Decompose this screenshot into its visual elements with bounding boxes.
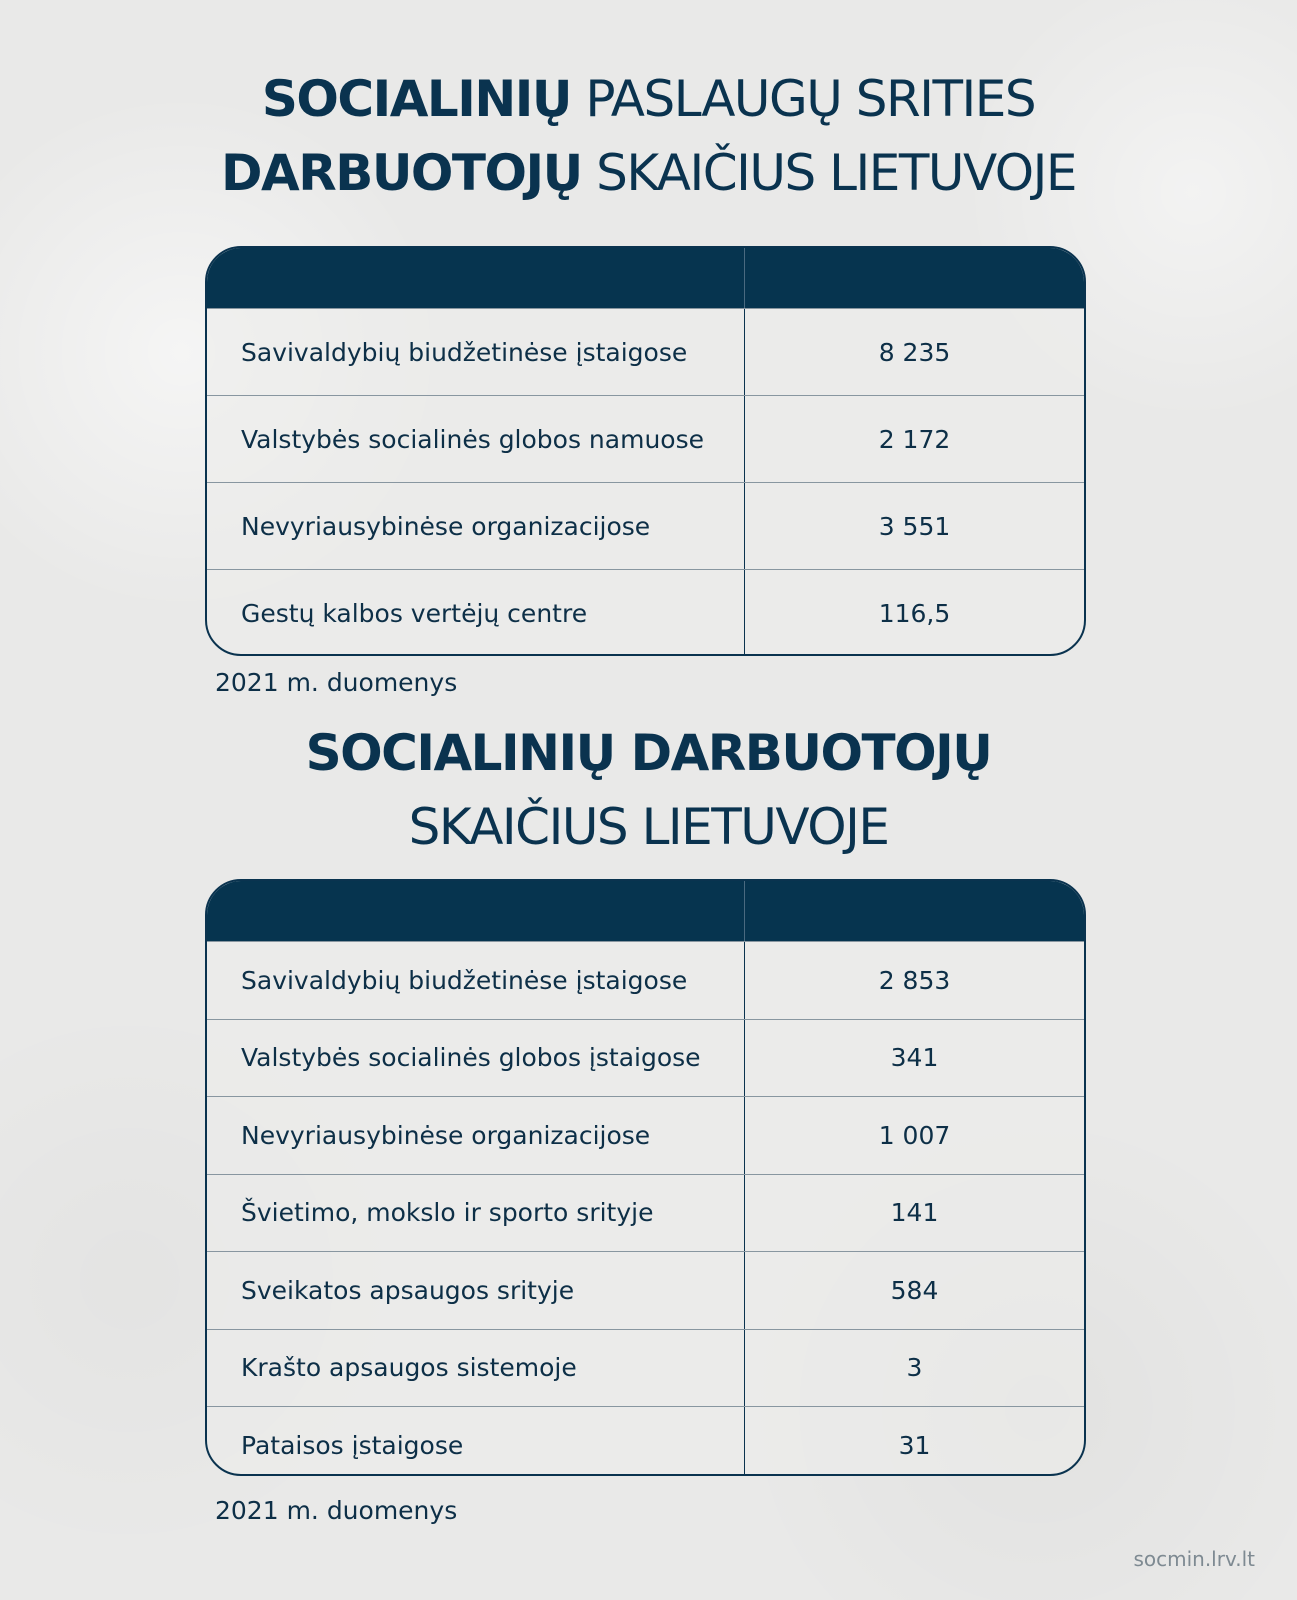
section1-title-line1: [0, 62, 1297, 136]
row-value: 116,5: [744, 570, 1084, 656]
section2-table: [205, 879, 1086, 1476]
section2-note: 2021 m. duomenys: [215, 1496, 458, 1525]
row-label: Pataisos įstaigose: [241, 1430, 464, 1460]
header-divider: [744, 248, 745, 308]
row-label: Nevyriausybinėse organizacijose: [241, 1120, 651, 1150]
row-value: 31: [744, 1407, 1084, 1476]
row-value: 3 551: [744, 483, 1084, 569]
table-row: [207, 1019, 1084, 1097]
section1-title-line1-bold: SOCIALINIŲ: [261, 70, 571, 128]
table-row: [207, 569, 1084, 656]
row-label: Krašto apsaugos sistemoje: [241, 1353, 577, 1383]
table-row: [207, 941, 1084, 1019]
row-value: 341: [744, 1020, 1084, 1097]
row-label: Sveikatos apsaugos srityje: [241, 1275, 575, 1305]
row-value: 141: [744, 1175, 1084, 1252]
site-link[interactable]: socmin.lrv.lt: [1133, 1547, 1255, 1571]
row-value: 3: [744, 1330, 1084, 1407]
row-label: Nevyriausybinėse organizacijose: [241, 511, 651, 541]
section1-title-line2: [0, 136, 1297, 210]
table-row: [207, 1096, 1084, 1174]
table-row: [207, 1329, 1084, 1407]
table-row: [207, 1251, 1084, 1329]
section1-title-line2-light: SKAIČIUS LIETUVOJE: [581, 144, 1076, 202]
table-row: [207, 482, 1084, 569]
section1-note: 2021 m. duomenys: [215, 668, 458, 697]
table-row: [207, 395, 1084, 482]
row-value: 8 235: [744, 309, 1084, 395]
table-row: [207, 308, 1084, 395]
row-label: Gestų kalbos vertėjų centre: [241, 598, 588, 628]
header-divider: [744, 881, 745, 941]
row-label: Valstybės socialinės globos namuose: [241, 424, 705, 454]
table-row: [207, 1174, 1084, 1252]
row-label: Savivaldybių biudžetinėse įstaigose: [241, 965, 688, 995]
section2-title-line2-light: SKAIČIUS LIETUVOJE: [408, 798, 889, 856]
section2-title-line1: [0, 716, 1297, 790]
section2-title-line2: [0, 790, 1297, 864]
row-value: 1 007: [744, 1097, 1084, 1174]
section2-table-header: [207, 881, 1084, 941]
section1-table-header: [207, 248, 1084, 308]
row-value: 2 853: [744, 942, 1084, 1019]
row-label: Savivaldybių biudžetinėse įstaigose: [241, 337, 688, 367]
section1-title: [0, 62, 1297, 210]
section1-title-line2-bold: DARBUOTOJŲ: [221, 144, 582, 202]
row-value: 2 172: [744, 396, 1084, 482]
row-value: 584: [744, 1252, 1084, 1329]
row-label: Valstybės socialinės globos įstaigose: [241, 1043, 701, 1073]
row-label: Švietimo, mokslo ir sporto srityje: [241, 1198, 654, 1228]
table-row: [207, 1406, 1084, 1476]
section1-title-line1-light: PASLAUGŲ SRITIES: [570, 70, 1036, 128]
section2-title: [0, 716, 1297, 864]
section1-table: [205, 246, 1086, 656]
section2-title-line1-bold: SOCIALINIŲ DARBUOTOJŲ: [305, 724, 992, 782]
